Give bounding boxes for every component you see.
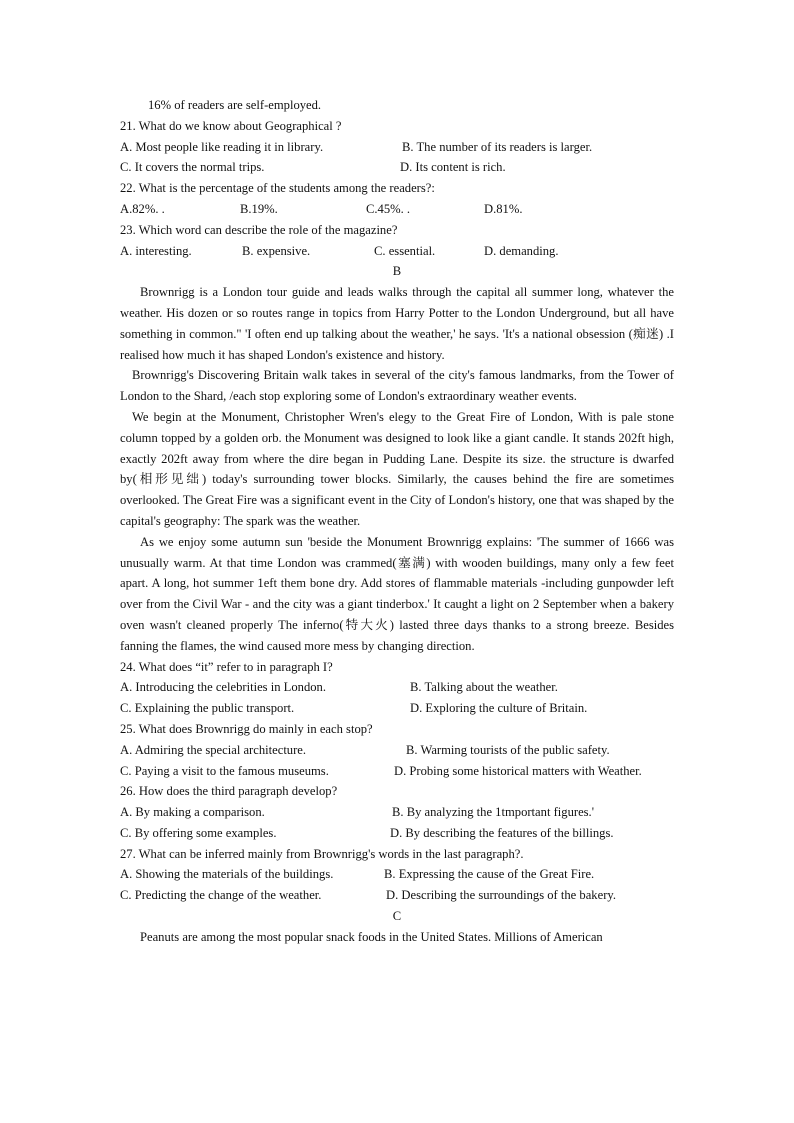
option-24-b[interactable]: B. Talking about the weather. xyxy=(410,680,558,695)
question-21-stem: 21. What do we know about Geographical ? xyxy=(120,118,342,133)
question-25-options-row-2 xyxy=(120,761,674,782)
question-24-stem: 24. What does “it” refer to in paragraph I? xyxy=(120,659,333,674)
question-24-options-row-1 xyxy=(120,677,674,698)
question-21-options-row-2 xyxy=(120,157,674,178)
option-23-d[interactable]: D. demanding. xyxy=(484,243,559,258)
question-22-options xyxy=(120,199,674,220)
option-27-a[interactable]: A. Showing the materials of the buildings. xyxy=(120,867,334,882)
question-23-stem: 23. Which word can describe the role of the magazine? xyxy=(120,222,398,237)
option-25-b[interactable]: B. Warming tourists of the public safety. xyxy=(406,742,610,757)
option-23-c[interactable]: C. essential. xyxy=(374,243,436,258)
option-25-a[interactable]: A. Admiring the special architecture. xyxy=(120,742,307,757)
option-23-b[interactable]: B. expensive. xyxy=(242,243,311,258)
option-27-c[interactable]: C. Predicting the change of the weather. xyxy=(120,888,322,903)
option-26-d[interactable]: D. By describing the features of the billings. xyxy=(390,825,614,840)
option-25-c[interactable]: C. Paying a visit to the famous museums. xyxy=(120,763,329,778)
option-22-d[interactable]: D.81%. xyxy=(484,201,523,216)
option-27-d[interactable]: D. Describing the surroundings of the bakery. xyxy=(386,888,617,903)
intro-line: 16% of readers are self-employed. xyxy=(148,98,322,112)
question-25-stem: 25. What does Brownrigg do mainly in each stop? xyxy=(120,721,373,736)
document-page xyxy=(120,95,674,948)
passage-b-paragraph-4: As we enjoy some autumn sun 'beside the Monument Brownrigg explains: 'The summer of 1666 was unusually warm. At that time London was crammed(塞满) with wooden buildings, many only a few feet apart. A long, hot summer 1eft them bone dry. Add stores of flammable materials -including gunpowder left over from the Civil War - and the city was a giant tinderbox.' It caught a light on 2 September when a bakery oven wasn't cleaned properly The inferno(特大火) lasted three days thanks to a strong breeze. Besides fanning the flames, the wind caused more mess by changing direction. xyxy=(120,534,674,653)
option-21-b[interactable]: B. The number of its readers is larger. xyxy=(402,139,593,154)
option-21-d[interactable]: D. Its content is rich. xyxy=(400,160,506,175)
option-26-b[interactable]: B. By analyzing the 1tmportant figures.' xyxy=(392,805,594,820)
option-26-c[interactable]: C. By offering some examples. xyxy=(120,825,277,840)
section-b-heading: B xyxy=(392,264,402,279)
passage-b-paragraph-3: We begin at the Monument, Christopher Wren's elegy to the Great Fire of London, With is pale stone column topped by a golden orb. the Monument was designed to look like a giant candle. It stands 202ft high, exactly 202ft away from where the dire began in Pudding Lane. Despite its size. the structure is dwarfed by(相形见绌) today's surrounding tower blocks. Similarly, the causes behind the fire are sometimes overlooked. The Great Fire was a significant event in the City of London's history, one that was shaped by the capital's geography: The spark was the weather. xyxy=(120,409,674,528)
question-27-options-row-1 xyxy=(120,864,674,885)
option-25-d[interactable]: D. Probing some historical matters with Weather. xyxy=(394,763,642,778)
passage-c-first-line: Peanuts are among the most popular snack foods in the United States. Millions of American xyxy=(140,929,603,944)
question-22-stem: 22. What is the percentage of the students among the readers?: xyxy=(120,181,435,196)
option-21-a[interactable]: A. Most people like reading it in library. xyxy=(120,139,324,154)
passage-b-paragraph-1: Brownrigg is a London tour guide and leads walks through the capital all summer long, whatever the weather. His dozen or so routes range in topics from Harry Potter to the London Underground, but all have something in common." 'I often end up talking about the weather,' he says. 'It's a national obsession (痴迷) .I realised how much it has shaped London's existence and history. xyxy=(120,285,674,362)
section-c-heading: C xyxy=(392,909,402,924)
option-24-c[interactable]: C. Explaining the public transport. xyxy=(120,701,295,716)
option-24-a[interactable]: A. Introducing the celebrities in London. xyxy=(120,680,326,695)
option-23-a[interactable]: A. interesting. xyxy=(120,243,192,258)
option-22-c[interactable]: C.45%. . xyxy=(366,201,411,216)
question-27-options-row-2 xyxy=(120,885,674,906)
question-26-stem: 26. How does the third paragraph develop? xyxy=(120,784,338,799)
question-26-options-row-1 xyxy=(120,802,674,823)
passage-b-paragraph-2: Brownrigg's Discovering Britain walk takes in several of the city's famous landmarks, from the Tower of London to the Shard, /each stop exploring some of London's extraordinary weather events. xyxy=(120,368,674,404)
option-22-b[interactable]: B.19%. xyxy=(240,201,278,216)
question-26-options-row-2 xyxy=(120,823,674,844)
option-22-a[interactable]: A.82%. . xyxy=(120,201,165,216)
question-23-options xyxy=(120,241,674,262)
option-26-a[interactable]: A. By making a comparison. xyxy=(120,805,265,820)
option-24-d[interactable]: D. Exploring the culture of Britain. xyxy=(410,701,588,716)
option-21-c[interactable]: C. It covers the normal trips. xyxy=(120,160,265,175)
option-27-b[interactable]: B. Expressing the cause of the Great Fire. xyxy=(384,867,595,882)
question-27-stem: 27. What can be inferred mainly from Brownrigg's words in the last paragraph?. xyxy=(120,846,524,861)
question-24-options-row-2 xyxy=(120,698,674,719)
question-21-options-row-1 xyxy=(120,137,674,158)
question-25-options-row-1 xyxy=(120,740,674,761)
